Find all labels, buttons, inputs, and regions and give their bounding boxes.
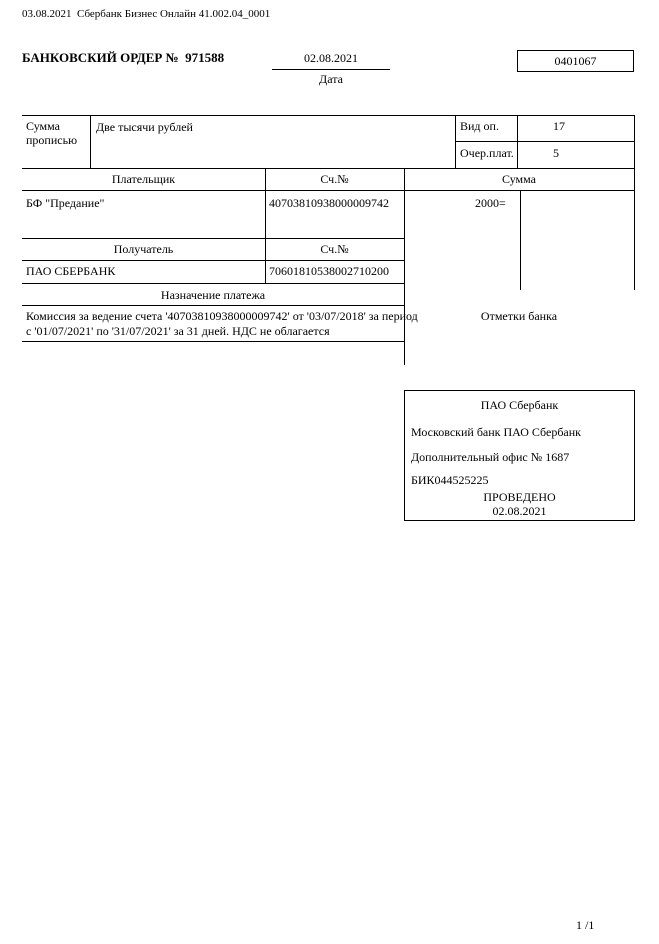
border-payee-header-bottom [22,260,404,261]
amount-words-value: Две тысячи рублей [96,120,193,134]
page-number: 1 /1 [576,918,595,932]
form-code-box [517,50,634,72]
vid-op-value: 17 [553,119,565,133]
purpose-line2: с '01/07/2021' по '31/07/2021' за 31 дней. НДС не облагается [26,324,330,338]
stamp-date: 02.08.2021 [492,504,547,518]
border-payee-header-top [22,238,404,239]
purpose-line1: Комиссия за ведение счета '40703810938000009742' от '03/07/2018' за период [26,309,418,323]
payee-name: ПАО СБЕРБАНК [26,264,116,278]
purpose-header: Назначение платежа [160,288,266,302]
border-sum-divider [520,190,521,290]
bank-stamp-box [404,390,635,521]
amount-words-label-line2: прописью [26,133,78,147]
border-purpose-header-bottom [22,305,404,306]
payer-account-header: Сч.№ [320,172,349,186]
payee-account-header: Сч.№ [320,242,349,256]
amount-words-label-line1: Сумма [26,119,60,133]
border-amount-label-divider [90,115,91,168]
border-headers-bottom [22,190,634,191]
bank-marks-label: Отметки банка [480,309,558,323]
border-payee-values-bottom [22,283,404,284]
payer-header: Плательщик [111,172,176,186]
border-left-right-divider [404,168,405,365]
border-amount-right [634,115,635,168]
stamp-bank-name: ПАО Сбербанк [480,398,559,412]
payee-account: 70601810538002710200 [269,264,389,278]
stamp-bik: БИК044525225 [411,473,489,487]
stamp-status: ПРОВЕДЕНО [483,490,556,504]
border-amount-top [22,115,634,116]
form-code: 0401067 [554,54,597,68]
payee-header: Получатель [113,242,174,256]
border-vidop-middle [455,141,634,142]
border-amount-bottom [22,168,634,169]
vid-op-label: Вид оп. [460,119,499,133]
stamp-office: Дополнительный офис № 1687 [411,450,570,464]
payer-account: 40703810938000009742 [269,196,389,210]
stamp-branch: Московский банк ПАО Сбербанк [411,425,582,439]
order-date-label: Дата [319,72,343,86]
order-date-value: 02.08.2021 [272,51,390,70]
border-purpose-bottom [22,341,404,342]
ocher-plat-label: Очер.плат. [460,146,514,160]
border-sum-right [634,168,635,290]
order-title: БАНКОВСКИЙ ОРДЕР № 971588 [22,50,225,65]
sum-header: Сумма [502,172,536,186]
app-header-line: 03.08.2021 Сбербанк Бизнес Онлайн 41.002.04_0001 [22,8,271,20]
ocher-plat-value: 5 [553,146,559,160]
payer-name: БФ "Предание" [26,196,105,210]
sum-value: 2000= [475,196,506,210]
